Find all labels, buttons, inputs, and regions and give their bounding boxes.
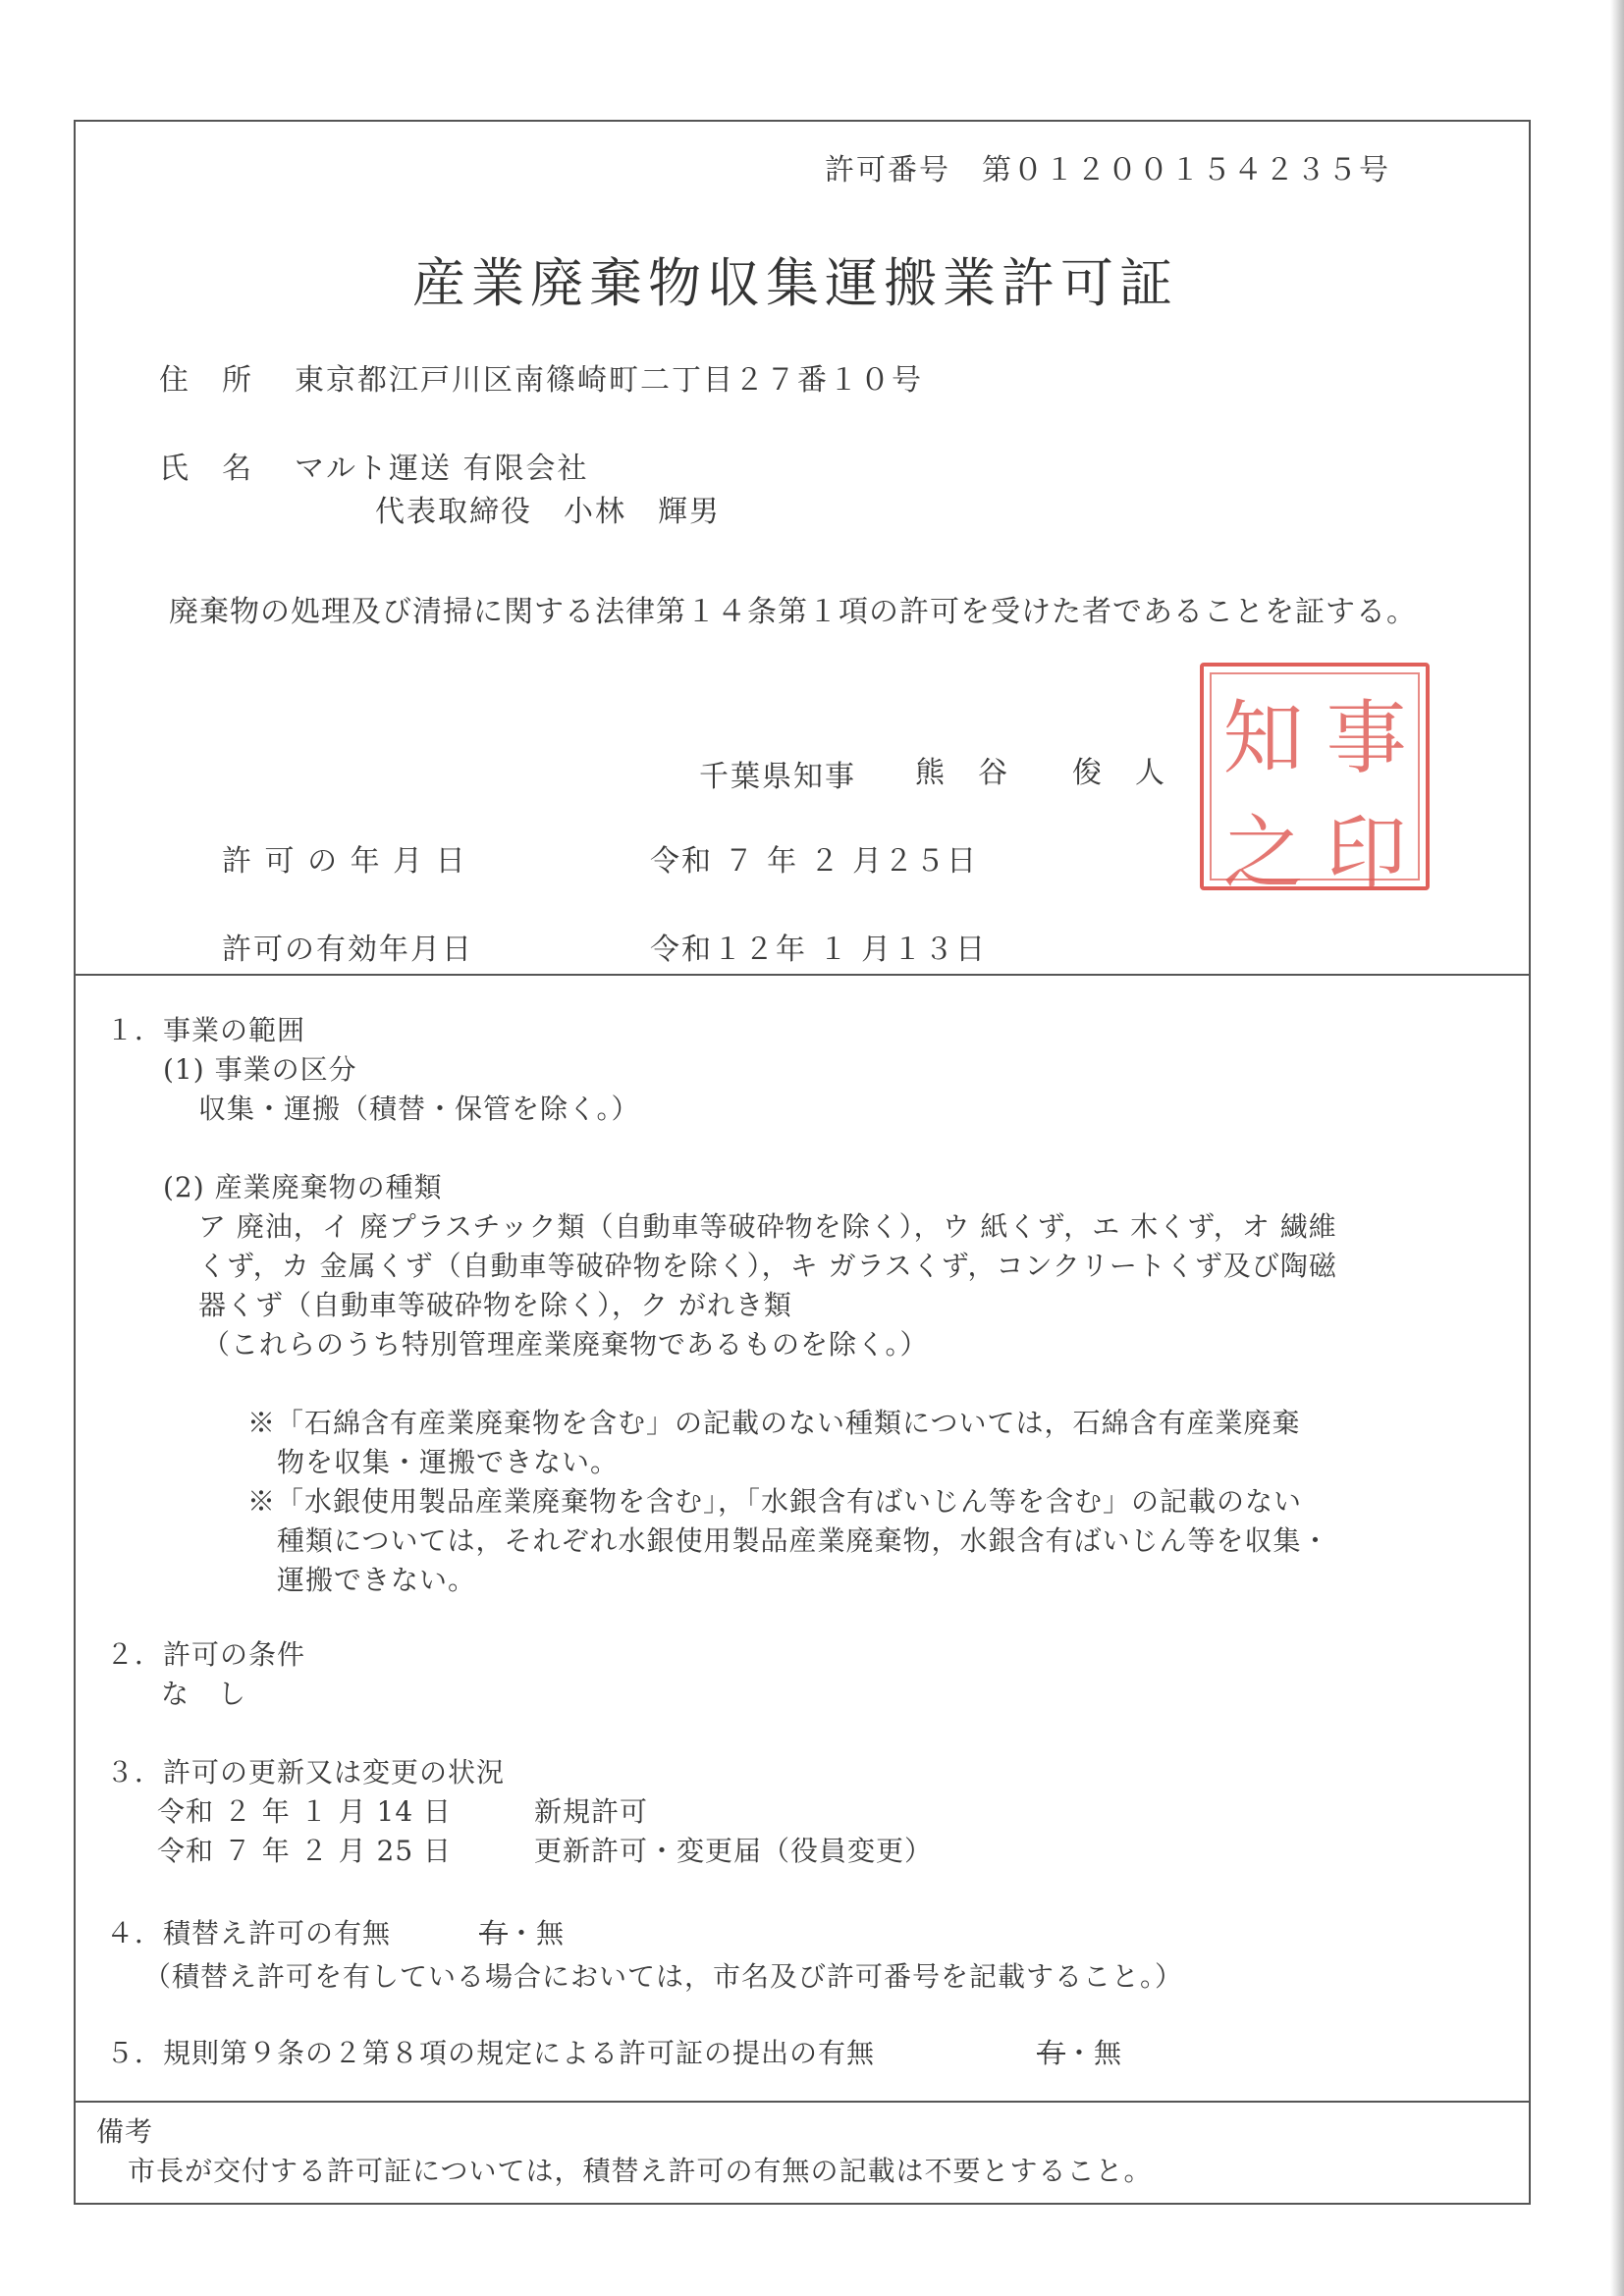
waste-types-line: 器くず（自動車等破砕物を除く），ク がれき類: [198, 1289, 792, 1321]
option-no: 無: [1094, 2037, 1123, 2069]
section-2-heading: ２．許可の条件: [106, 1638, 306, 1671]
history-row-date: 令和 ７ 年 ２ 月 25 日: [157, 1835, 453, 1867]
section-2-text: な し: [161, 1678, 247, 1710]
permit-date-label: 許 可 の 年 月 日: [222, 844, 467, 879]
option-separator: ・: [1065, 2037, 1095, 2069]
section-3-heading: ３．許可の更新又は変更の状況: [106, 1756, 506, 1789]
option-separator: ・: [508, 1917, 537, 1949]
certificate-frame: [74, 120, 1531, 2205]
section-4-heading: ４．積替え許可の有無: [106, 1917, 392, 1949]
section-1-sub1-text: 収集・運搬（積替・保管を除く。）: [198, 1093, 640, 1125]
name-label: 氏 名: [159, 452, 253, 486]
official-seal: [1200, 663, 1430, 900]
permit-number-label: 許可番号: [825, 153, 950, 187]
section-divider: [74, 974, 1531, 976]
page-title: 産業廃棄物収集運搬業許可証: [412, 252, 1178, 314]
option-no: 無: [536, 1917, 566, 1949]
certification-statement: 廃棄物の処理及び清掃に関する法律第１４条第１項の許可を受けた者であることを証する。: [169, 595, 1417, 629]
section-4-note: （積替え許可を有している場合においては，市名及び許可番号を記載すること。）: [143, 1960, 1184, 1993]
valid-until-value: 令和１２年 １ 月１３日: [650, 933, 988, 967]
waste-types-line: くず，カ 金属くず（自動車等破砕物を除く），キ ガラスくず，コンクリートくず及び陶磁: [198, 1250, 1337, 1282]
seal-char: 知: [1222, 692, 1304, 785]
mercury-note-line: 種類については，それぞれ水銀使用製品産業廃棄物，水銀含有ばいじん等を収集・: [277, 1524, 1330, 1557]
seal-char: 印: [1326, 807, 1407, 900]
history-row-event: 更新許可・変更届（役員変更）: [534, 1835, 934, 1867]
remarks-divider: [74, 2101, 1531, 2103]
representative-name: 代表取締役 小林 輝男: [375, 495, 721, 529]
permit-number-value: 第０１２００１５４２３５号: [982, 153, 1390, 187]
transfer-yes-no: [479, 1912, 565, 1951]
mercury-note-line: ※「水銀使用製品産業廃棄物を含む」，「水銀含有ばいじん等を含む」の記載のない: [247, 1485, 1303, 1518]
section-1-sub1-heading: (1) 事業の区分: [163, 1053, 357, 1086]
section-1-sub2-heading: (2) 産業廃棄物の種類: [163, 1171, 443, 1203]
waste-types-line: ア 廃油，イ 廃プラスチック類（自動車等破砕物を除く），ウ 紙くず，エ 木くず，オ 繊維: [198, 1210, 1337, 1243]
issuer-name: 熊 谷 俊 人: [915, 756, 1166, 790]
history-row-date: 令和 ２ 年 １ 月 14 日: [157, 1795, 453, 1828]
submission-yes-no: [1037, 2032, 1122, 2071]
address-label: 住 所: [159, 363, 253, 398]
remarks-text: 市長が交付する許可証については，積替え許可の有無の記載は不要とすること。: [128, 2155, 1153, 2187]
remarks-label: 備考: [96, 2115, 154, 2148]
scan-edge: [1610, 0, 1624, 2296]
section-5-heading: ５．規則第９条の２第８項の規定による許可証の提出の有無: [106, 2037, 876, 2069]
company-name: マルト運送 有限会社: [295, 452, 589, 486]
option-yes-struck: 有: [479, 1917, 509, 1949]
address-value: 東京都江戸川区南篠崎町二丁目２７番１０号: [295, 363, 923, 398]
section-1-heading: １．事業の範囲: [106, 1014, 306, 1046]
permit-number: [825, 145, 1390, 188]
waste-types-note: （これらのうち特別管理産業廃棄物であるものを除く。）: [202, 1328, 929, 1361]
permit-date-value: 令和 ７ 年 ２ 月２５日: [650, 844, 979, 879]
seal-char: 之: [1222, 807, 1304, 900]
option-yes-struck: 有: [1037, 2037, 1066, 2069]
valid-until-label: 許可の有効年月日: [222, 933, 473, 967]
mercury-note-line: 運搬できない。: [277, 1564, 477, 1596]
asbestos-note-line: ※「石綿含有産業廃棄物を含む」の記載のない種類については，石綿含有産業廃棄: [247, 1407, 1301, 1439]
seal-char: 事: [1326, 692, 1407, 785]
history-row-event: 新規許可: [534, 1795, 649, 1828]
issuer-title: 千葉県知事: [699, 760, 856, 794]
asbestos-note-line: 物を収集・運搬できない。: [277, 1446, 620, 1478]
